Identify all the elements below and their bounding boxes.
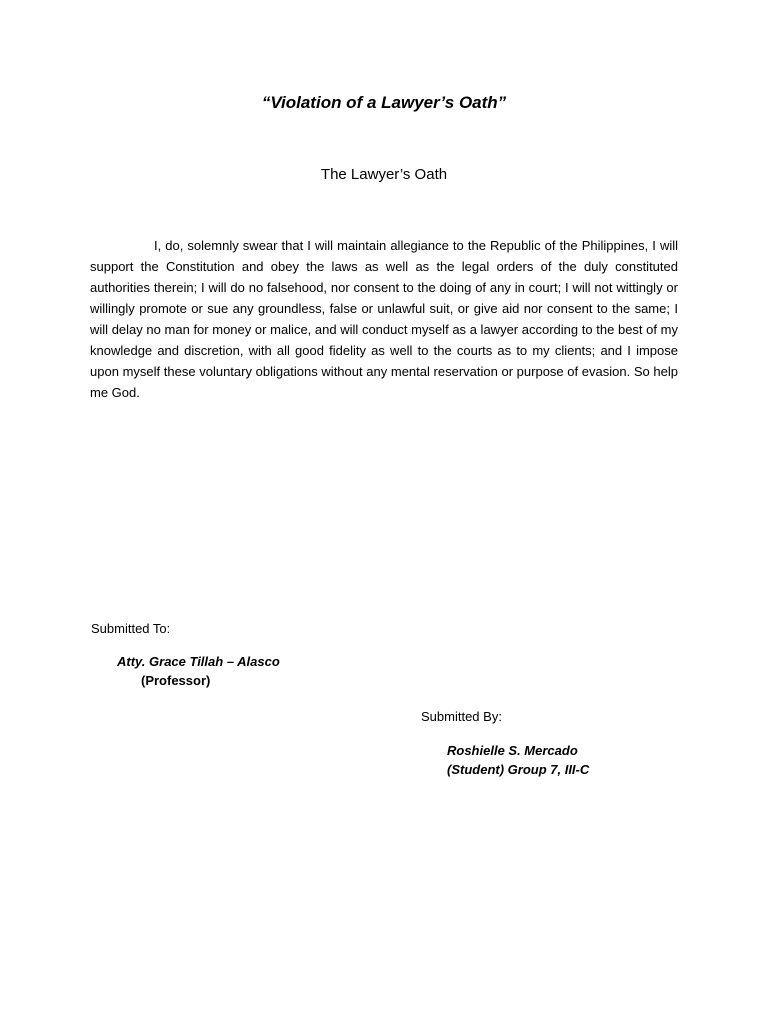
professor-role: (Professor)	[141, 673, 211, 688]
student-name: Roshielle S. Mercado	[447, 743, 578, 758]
oath-paragraph: I, do, solemnly swear that I will maintain allegiance to the Republic of the Philippines, I will support the Constitution and obey the laws as well as the legal orders of the duly constituted authorities therein; I will do no falsehood, nor consent to the doing of any in court; I will not wittingly or willingly promote or sue any groundless, false or unlawful suit, or give aid nor consent to the same; I will delay no man for money or malice, and will conduct myself as a lawyer according to the best of my knowledge and discretion, with all good fidelity as well to the courts as to my clients; and I impose upon myself these voluntary obligations without any mental reservation or purpose of evasion. So help me God.	[90, 238, 678, 400]
document-title: “Violation of a Lawyer’s Oath”	[261, 93, 507, 112]
professor-name: Atty. Grace Tillah – Alasco	[117, 654, 280, 669]
submitted-to-label: Submitted To:	[91, 621, 171, 636]
document-subtitle: The Lawyer’s Oath	[320, 166, 448, 183]
student-role: (Student) Group 7, III-C	[447, 762, 590, 777]
submitted-by-label: Submitted By:	[421, 709, 502, 724]
